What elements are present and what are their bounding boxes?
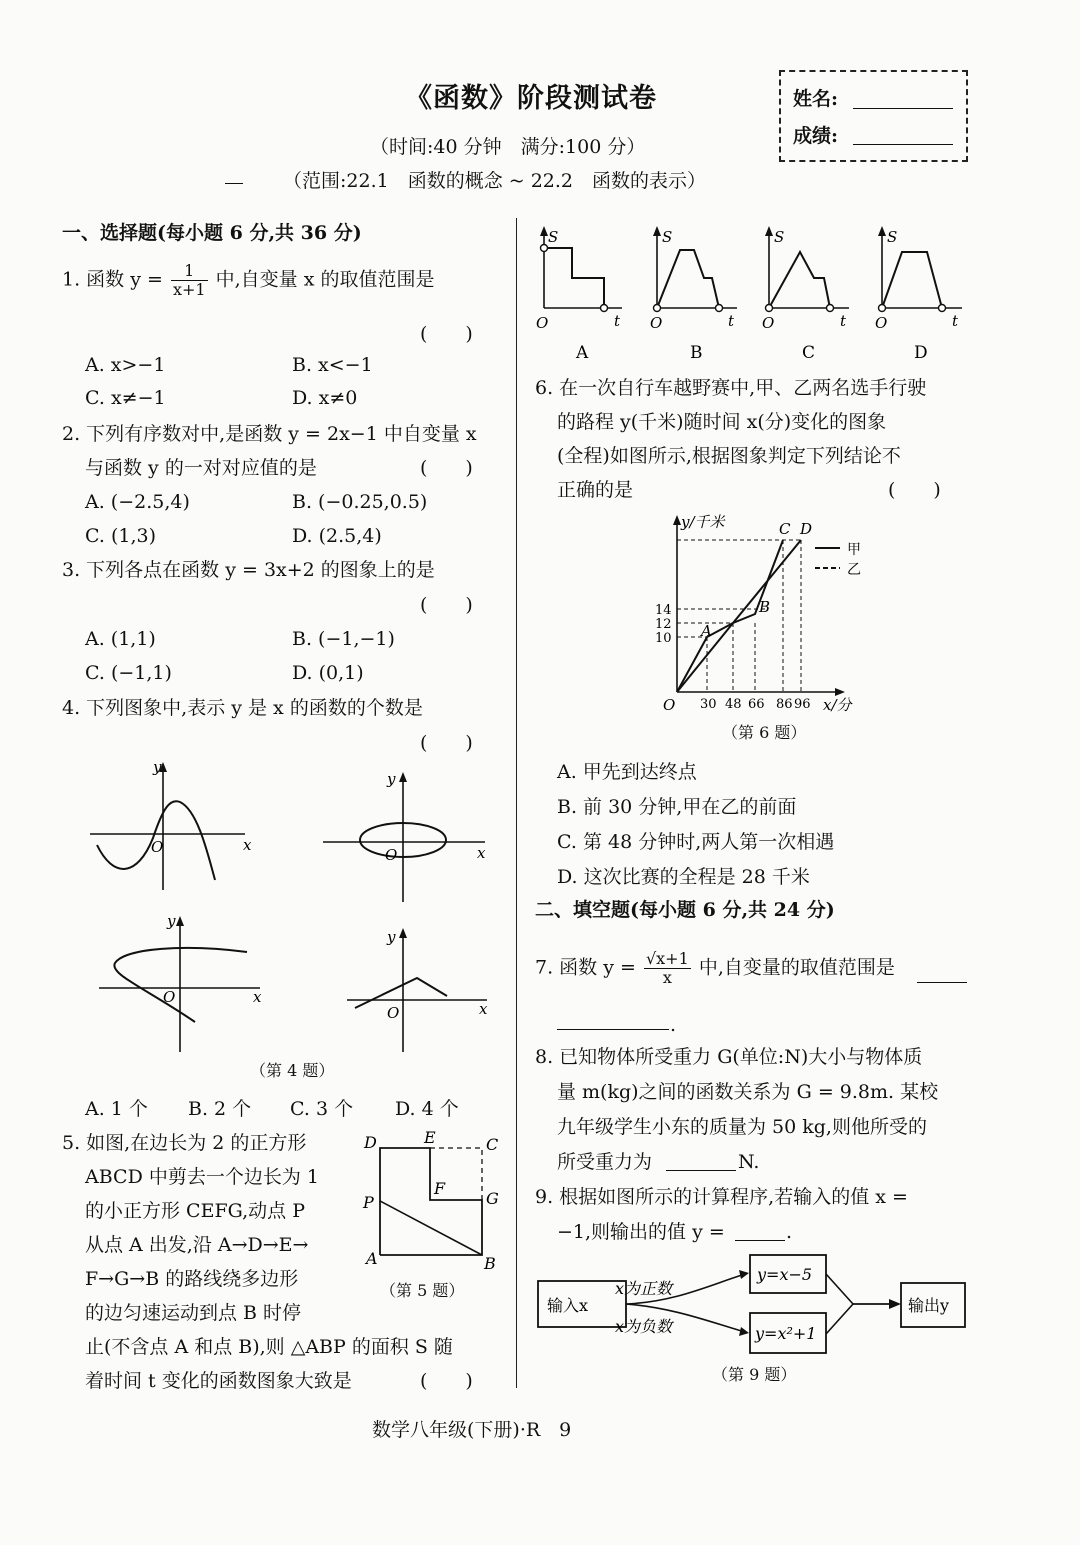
q5-line-8: 着时间 t 变化的函数图象大致是 bbox=[85, 1370, 352, 1392]
q4-option-d[interactable]: D. 4 个 bbox=[395, 1098, 459, 1120]
q9-formula-pos: y=x−5 bbox=[757, 1265, 813, 1284]
q9-input-box: 输入x bbox=[547, 1296, 589, 1315]
q1-stem bbox=[62, 262, 434, 299]
q6-line-3: (全程)如图所示,根据图象判定下列结论不 bbox=[557, 445, 901, 467]
q2-option-d[interactable]: D. (2.5,4) bbox=[292, 525, 382, 547]
q4-graph-2 bbox=[323, 770, 486, 902]
q5-ga-label: A bbox=[576, 343, 589, 362]
q6-ytick-12: 12 bbox=[655, 617, 672, 632]
q8-line-1: 8. 已知物体所受重力 G(单位:N)大小与物体质 bbox=[535, 1046, 923, 1068]
q5-line-3: 的小正方形 CEFG,动点 P bbox=[85, 1200, 305, 1222]
q5-gc-t: t bbox=[840, 312, 847, 330]
q7-stem-b: 中,自变量的取值范围是 bbox=[698, 956, 895, 979]
q5-label-d: D bbox=[364, 1133, 377, 1152]
q2-stem-line2: 与函数 y 的一对对应值的是 bbox=[85, 457, 317, 479]
q5-gd-label: D bbox=[914, 343, 928, 362]
q9-line-2a: −1,则输出的值 y = bbox=[557, 1221, 725, 1243]
q4-option-c[interactable]: C. 3 个 bbox=[290, 1098, 354, 1120]
section1-heading: 一、选择题(每小题 6 分,共 36 分) bbox=[62, 222, 362, 244]
q7-blank-2[interactable] bbox=[557, 1029, 669, 1030]
q5-gc-s: S bbox=[774, 228, 785, 246]
score-label: 成绩: bbox=[793, 125, 839, 147]
q3-stem: 3. 下列各点在函数 y = 3x+2 的图象上的是 bbox=[62, 559, 435, 581]
q5-caption: （第 5 题） bbox=[380, 1281, 465, 1300]
q4-graph2-origin: O bbox=[385, 846, 398, 864]
q4-option-b[interactable]: B. 2 个 bbox=[188, 1098, 252, 1120]
q1-option-c[interactable]: C. x≠−1 bbox=[85, 387, 166, 409]
q5-answer-paren[interactable]: ( ) bbox=[420, 1370, 473, 1392]
q9-blank[interactable] bbox=[735, 1240, 785, 1241]
q5-line-1: 5. 如图,在边长为 2 的正方形 bbox=[62, 1132, 307, 1154]
q6-origin: O bbox=[663, 696, 676, 714]
q9-output-box: 输出y bbox=[908, 1296, 950, 1315]
q1-option-d[interactable]: D. x≠0 bbox=[292, 387, 358, 409]
q6-ytick-14: 14 bbox=[655, 603, 672, 618]
q9-branch-pos: x为正数 bbox=[615, 1279, 673, 1298]
page-footer: 数学八年级(下册)·R 9 bbox=[372, 1419, 572, 1441]
q4-graph1-xlabel: x bbox=[243, 836, 252, 854]
q4-option-a[interactable]: A. 1 个 bbox=[85, 1098, 148, 1120]
q7-stem bbox=[535, 950, 895, 987]
q1-frac-den: x+1 bbox=[172, 280, 206, 299]
q1-fraction bbox=[171, 262, 208, 299]
q5-ga-o: O bbox=[536, 314, 549, 332]
name-blank[interactable] bbox=[853, 108, 953, 109]
dash-mark bbox=[225, 183, 243, 184]
q4-graph1-origin: O bbox=[151, 838, 164, 856]
q5-line-6: 的边匀速运动到点 B 时停 bbox=[85, 1302, 302, 1324]
q6-caption: （第 6 题） bbox=[722, 723, 807, 742]
q5-label-p: P bbox=[363, 1193, 374, 1212]
q6-legend-yi: 乙 bbox=[847, 562, 861, 578]
q3-option-a[interactable]: A. (1,1) bbox=[85, 628, 156, 650]
q4-answer-paren[interactable]: ( ) bbox=[420, 732, 473, 754]
q4-graph4-origin: O bbox=[387, 1004, 400, 1022]
q1-answer-paren[interactable]: ( ) bbox=[420, 323, 473, 345]
q7-end: . bbox=[670, 1014, 677, 1036]
q6-option-b[interactable]: B. 前 30 分钟,甲在乙的前面 bbox=[557, 796, 797, 818]
q6-line-4: 正确的是 bbox=[557, 479, 634, 501]
q9-line-2b: . bbox=[786, 1221, 793, 1243]
q6-chart bbox=[655, 510, 895, 715]
q7-blank-1[interactable] bbox=[917, 982, 967, 983]
q4-graph-1 bbox=[90, 760, 252, 890]
q7-frac-den: x bbox=[662, 968, 672, 987]
q6-line-1: 6. 在一次自行车越野赛中,甲、乙两名选手行驶 bbox=[535, 377, 927, 399]
q6-point-d: D bbox=[800, 520, 813, 538]
q1-stem-a: 1. 函数 y = bbox=[62, 268, 163, 291]
range-info: （范围:22.1 函数的概念 ~ 22.2 函数的表示） bbox=[283, 170, 707, 192]
q8-blank[interactable] bbox=[666, 1170, 736, 1171]
q6-answer-paren[interactable]: ( ) bbox=[888, 479, 941, 501]
time-info: （时间:40 分钟 满分:100 分） bbox=[370, 136, 646, 158]
q6-option-a[interactable]: A. 甲先到达终点 bbox=[557, 761, 697, 783]
q5-gc-o: O bbox=[762, 314, 775, 332]
q3-option-d[interactable]: D. (0,1) bbox=[292, 662, 364, 684]
q7-frac-num: √x+1 bbox=[645, 949, 689, 968]
q5-gd-s: S bbox=[887, 228, 898, 246]
q6-point-c: C bbox=[779, 520, 791, 538]
q4-graph3-xlabel: x bbox=[253, 988, 262, 1006]
q5-gb-label: B bbox=[690, 343, 703, 362]
q5-answer-graph-d bbox=[875, 226, 962, 362]
q5-line-7: 止(不含点 A 和点 B),则 △ABP 的面积 S 随 bbox=[85, 1336, 453, 1358]
q7-stem-a: 7. 函数 y = bbox=[535, 956, 636, 979]
q5-line-4: 从点 A 出发,沿 A→D→E→ bbox=[85, 1234, 309, 1256]
q3-answer-paren[interactable]: ( ) bbox=[420, 594, 473, 616]
q3-option-c[interactable]: C. (−1,1) bbox=[85, 662, 172, 684]
q9-branch-neg: x为负数 bbox=[615, 1317, 673, 1336]
q2-stem-line1: 2. 下列有序数对中,是函数 y = 2x−1 中自变量 x bbox=[62, 423, 477, 445]
name-score-box bbox=[779, 70, 968, 162]
q4-graph-4 bbox=[347, 928, 488, 1052]
q6-ytick-10: 10 bbox=[655, 631, 672, 646]
q9-caption: （第 9 题） bbox=[712, 1365, 797, 1384]
q4-graph2-ylabel: y bbox=[387, 770, 396, 788]
q6-option-d[interactable]: D. 这次比赛的全程是 28 千米 bbox=[557, 866, 810, 888]
q4-graph4-xlabel: x bbox=[479, 1000, 488, 1018]
q6-point-b: B bbox=[759, 598, 771, 616]
q5-gd-o: O bbox=[875, 314, 888, 332]
q8-line-4a: 所受重力为 bbox=[557, 1151, 653, 1173]
q5-figure bbox=[358, 1128, 508, 1278]
q6-xtick-96: 96 bbox=[794, 697, 811, 712]
q1-stem-b: 中,自变量 x 的取值范围是 bbox=[215, 268, 435, 291]
q5-label-c: C bbox=[486, 1135, 499, 1154]
q4-graph-3 bbox=[99, 912, 262, 1052]
q8-line-2: 量 m(kg)之间的函数关系为 G = 9.8m. 某校 bbox=[557, 1081, 939, 1103]
q6-ylabel: y/千米 bbox=[681, 513, 725, 531]
q4-graphs bbox=[85, 760, 525, 1060]
q7-fraction bbox=[644, 950, 691, 987]
q5-answer-graphs bbox=[532, 222, 972, 362]
q9-formula-neg: y=x²+1 bbox=[755, 1324, 817, 1343]
q5-ga-t: t bbox=[614, 312, 621, 330]
q5-gd-t: t bbox=[952, 312, 959, 330]
q9-line-1: 9. 根据如图所示的计算程序,若输入的值 x = bbox=[535, 1186, 908, 1208]
q5-gc-label: C bbox=[802, 343, 816, 362]
q9-flowchart bbox=[535, 1250, 975, 1360]
q6-line-2: 的路程 y(千米)随时间 x(分)变化的图象 bbox=[557, 411, 887, 433]
q5-line-5: F→G→B 的路线绕多边形 bbox=[85, 1268, 299, 1290]
q2-option-b[interactable]: B. (−0.25,0.5) bbox=[292, 491, 428, 513]
q3-option-b[interactable]: B. (−1,−1) bbox=[292, 628, 395, 650]
q2-answer-paren[interactable]: ( ) bbox=[420, 457, 473, 479]
q2-option-a[interactable]: A. (−2.5,4) bbox=[85, 491, 190, 513]
q4-graph1-ylabel: y bbox=[153, 760, 162, 776]
q5-ga-s: S bbox=[548, 228, 559, 246]
q4-caption: （第 4 题） bbox=[250, 1061, 335, 1080]
q5-label-b: B bbox=[484, 1254, 496, 1273]
q5-label-a: A bbox=[366, 1249, 378, 1268]
name-label: 姓名: bbox=[793, 88, 839, 110]
q6-xtick-30: 30 bbox=[700, 697, 717, 712]
q6-point-a: A bbox=[701, 622, 712, 640]
q6-option-c[interactable]: C. 第 48 分钟时,两人第一次相遇 bbox=[557, 831, 835, 853]
q4-graph2-xlabel: x bbox=[477, 844, 486, 862]
q5-answer-graph-a bbox=[536, 226, 622, 362]
q4-graph3-origin: O bbox=[163, 988, 176, 1006]
q8-line-4b: N. bbox=[738, 1151, 760, 1173]
q5-label-e: E bbox=[424, 1128, 436, 1147]
q2-option-c[interactable]: C. (1,3) bbox=[85, 525, 156, 547]
q4-graph4-ylabel: y bbox=[387, 928, 396, 946]
section2-heading: 二、填空题(每小题 6 分,共 24 分) bbox=[535, 899, 835, 921]
q8-line-3: 九年级学生小东的质量为 50 kg,则他所受的 bbox=[557, 1116, 927, 1138]
q6-legend-jia: 甲 bbox=[847, 542, 861, 558]
q5-label-g: G bbox=[486, 1189, 499, 1208]
q1-option-a[interactable]: A. x>−1 bbox=[85, 354, 166, 376]
q6-xtick-66: 66 bbox=[748, 697, 765, 712]
q1-frac-num: 1 bbox=[171, 262, 208, 281]
q5-line-2: ABCD 中剪去一个边长为 1 bbox=[85, 1166, 319, 1188]
q5-answer-graph-b bbox=[650, 226, 737, 362]
score-blank[interactable] bbox=[853, 144, 953, 145]
q6-xlabel: x/分 bbox=[823, 696, 852, 714]
q5-gb-t: t bbox=[728, 312, 735, 330]
page-title: 《函数》阶段测试卷 bbox=[405, 83, 657, 114]
q5-gb-s: S bbox=[662, 228, 673, 246]
q6-xtick-48: 48 bbox=[725, 697, 742, 712]
q5-gb-o: O bbox=[650, 314, 663, 332]
q5-label-f: F bbox=[434, 1179, 446, 1198]
q5-answer-graph-c bbox=[762, 226, 849, 362]
q1-option-b[interactable]: B. x<−1 bbox=[292, 354, 373, 376]
q4-stem: 4. 下列图象中,表示 y 是 x 的函数的个数是 bbox=[62, 697, 423, 719]
q6-xtick-86: 86 bbox=[776, 697, 793, 712]
q4-graph3-ylabel: y bbox=[167, 912, 176, 930]
